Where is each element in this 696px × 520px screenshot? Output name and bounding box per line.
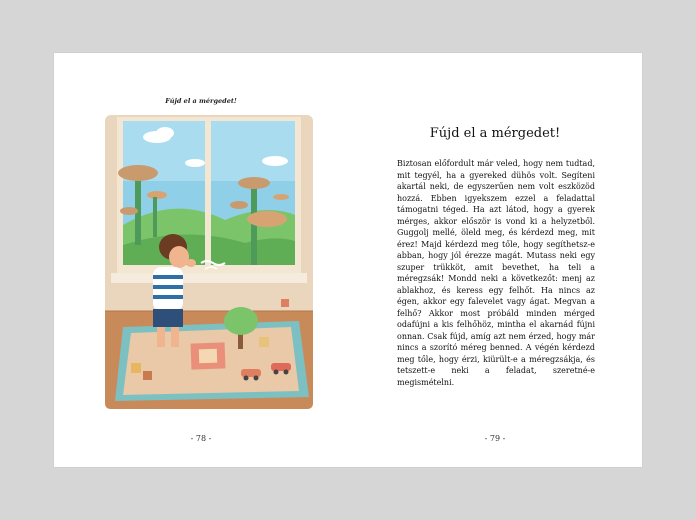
book-spread <box>54 53 642 467</box>
left-page <box>54 53 348 467</box>
illustration-boy-blowing-at-cloud <box>105 115 313 409</box>
chapter-title: Fújd el a mérgedet! <box>429 126 561 141</box>
running-header: Fújd el a mérgedet! <box>165 97 237 105</box>
page-number-right: - 79 - <box>484 434 506 443</box>
body-paragraph: Biztosan előfordult már veled, hogy nem tudtad, mit tegyél, ha a gyereked dühös volt. Segíteni akartál neki, de egyszerűen nem volt eszközöd hozzá. Ebben igyekszem ezzel a feladattal támogatni téged. Ha azt látod, hogy a gyerek mérges, akkor először is vond ki a helyzetből. Guggolj mellé, öleld meg, és kérdezd meg, mit érez! Majd kérdezd meg tőle, hogy segíthetsz-e abban, hogy jól érezze magát. Mutass neki egy szuper trükköt, amit bevethet, ha teli a méregzsák! Mondd neki a következőt: menj az ablakhoz, és keress egy felhőt. Ha nincs az égen, akkor egy falevelet vagy ágat. Megvan a felhő? Akkor most próbáld minden mérged odafújni a kis felhőhöz, mintha el akarnád fújni onnan. Csak fújd, amíg azt nem érzed, hogy már nincs a szorító méreg benned. A végén kérdezd meg tőle, hogy érzi, kiürült-e a méregzsákja, és tetszett-e neki a feladat, szeretné-e megismételni. <box>397 159 595 387</box>
page-number-left: - 78 - <box>190 434 212 443</box>
right-page <box>348 53 642 467</box>
